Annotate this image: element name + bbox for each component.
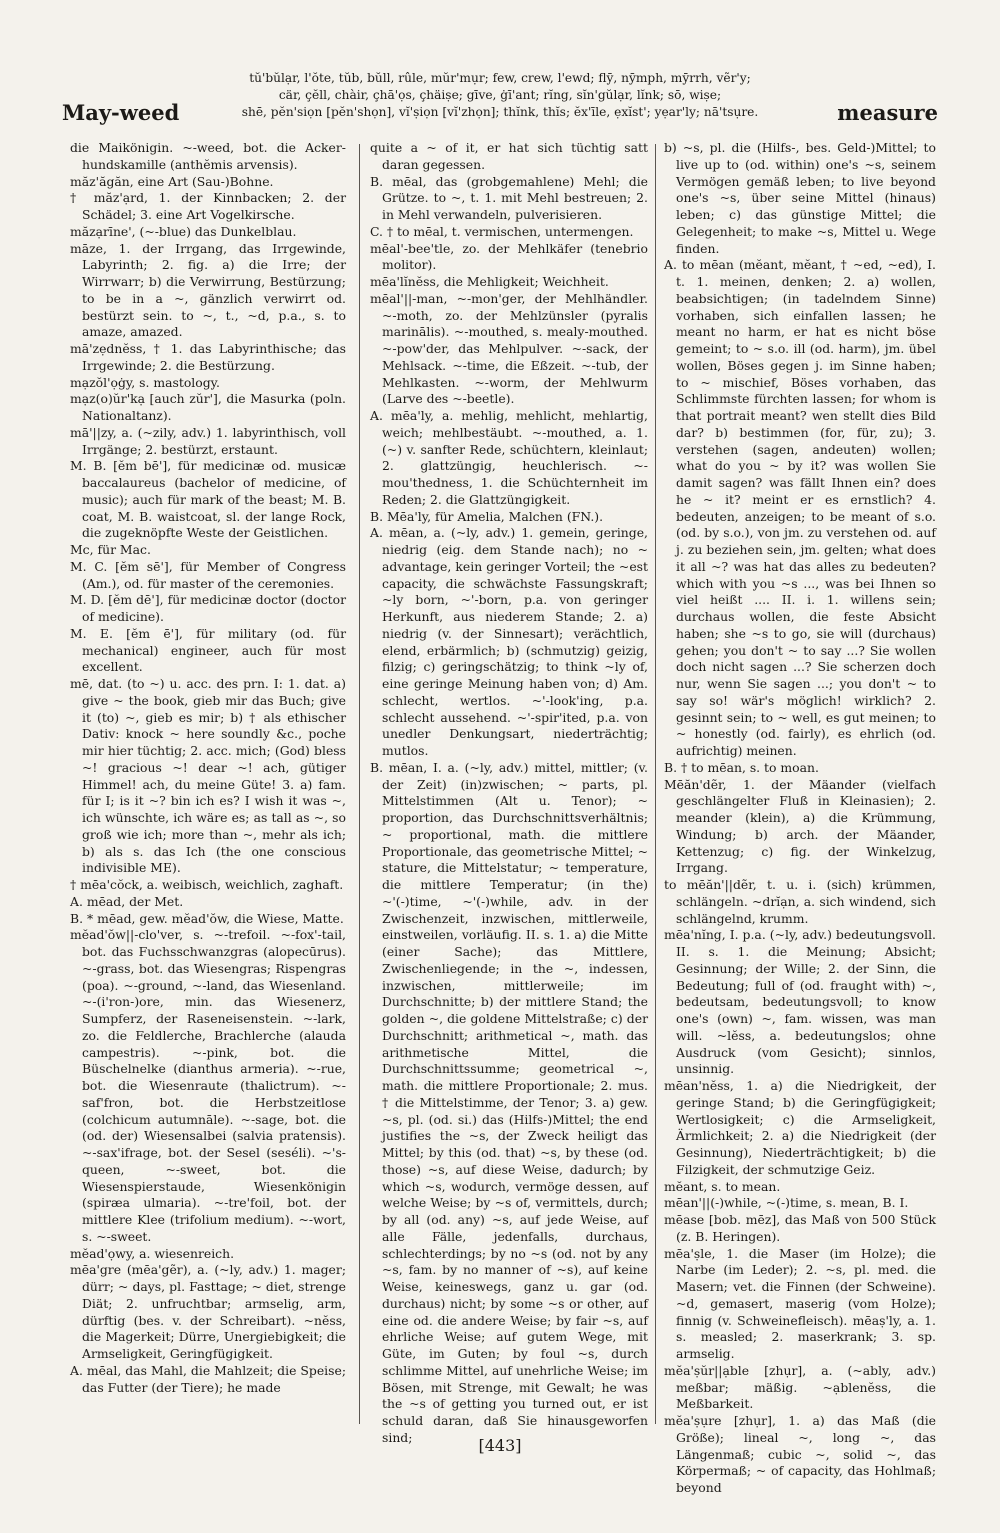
dictionary-entry: quite a ~ of it, er hat sich tüchtig satt daran gegessen. — [370, 140, 648, 172]
dictionary-entry: mĕad'ŏw||-clo'ver, s. ~-trefoil. ~-fox'-tail, bot. das Fuchsschwanzgras (alopecūrus). ~-grass, bot. das Wiesengras; Rispengras (poa). ~-ground, ~-land, das Wiesenland. ~-(i'ron-)ore, min. das Wiesenerz, Sumpferz, der Raseneisenstein. ~-lark, zo. die Feldlerche, Brachlerche (alauda campestris). ~-pink, bot. die Büschelnelke (dianthus armeria). ~-rue, bot. die Wiesenraute (thalictrum). ~-saf'fron, bot. die Herbstzeitlose (colchicum autumnāle). ~-sage, bot. die (od. der) Wiesensalbei (salvia pratensis). ~-sax'ifrage, bot. der Sesel (seséli). ~'s-queen, ~-sweet, bot. die Wiesenspierstaude, Wiesenkönigin (spiræa ulmaria). ~-tre'foil, bot. der mittlere Klee (trifolium medium). ~-wort, s. ~-sweet. — [70, 927, 346, 1244]
dictionary-entry: mĕa'ṣụre [zhụr], 1. a) das Maß (die Größe); lineal ~, long ~, das Längenmaß; cubic ~, solid ~, das Körpermaß; ~ of capacity, das Hohlmaß; beyond — [664, 1413, 936, 1495]
page-header — [60, 70, 940, 132]
dictionary-entry: Mēăn'dẽr, 1. der Mäander (vielfach geschlängelter Fluß in Kleinasien); 2. meander (klein), a) die Krümmung, Windung; b) arch. der Mäander, Kettenzug; c) fig. der Winkelzug, Irrgang. — [664, 776, 936, 876]
dictionary-entry: mēa'gre (mēa'gẽr), a. (~ly, adv.) 1. mager; dürr; ~ days, pl. Fasttage; ~ diet, strenge Diät; 2. unfruchtbar; armselig, arm, dürftig (bes. v. der Schreibart). ~nĕss, die Magerkeit; Dürre, Unergiebigkeit; die Armseligkeit, Geringfügigkeit. — [70, 1262, 346, 1361]
dictionary-entry: B. † to mēan, s. to moan. — [664, 759, 819, 775]
column-1 — [70, 140, 346, 1430]
dictionary-entry: mēase [bob. mēz], das Maß von 500 Stück (z. B. Heringen). — [664, 1212, 936, 1244]
dictionary-entry: B. mēal, das (grobgemahlene) Mehl; die Grütze. to ~, t. 1. mit Mehl bestreuen; 2. in Mehl verwandeln, pulverisieren. — [370, 173, 648, 222]
dictionary-entry: A. mēal, das Mahl, die Mahlzeit; die Speise; das Futter (der Tiere); he made — [70, 1362, 346, 1395]
dictionary-entry: mā'zẹdnĕss, † 1. das Labyrinthische; das Irrgewinde; 2. die Bestürzung. — [70, 341, 346, 373]
dictionary-entry: mēa'lĭnĕss, die Mehligkeit; Weichheit. — [370, 274, 609, 289]
guide-word-left: May-weed — [62, 100, 180, 125]
dictionary-entry: M. B. [ĕm bē'], für medicinæ od. musicæ baccalaureus (bachelor of medicine, of music); auch für mark of the beast; M. B. coat, M. B. waistcoat, sl. der lange Rock, die zugeknöpfte Weste der Geistlichen. — [70, 458, 346, 541]
dictionary-entry: † mēa'cŏck, a. weibisch, weichlich, zaghaft. — [70, 877, 344, 892]
dictionary-entry: mĕa'ṣŭr||ạble [zhụr], a. (~ably, adv.) meßbar; mäßig. ~ạblenĕss, die Meßbarkeit. — [664, 1362, 936, 1412]
pronunciation-line: shē, pĕn'siọn [pĕn'shọn], vĭ'ṣiọn [vĭ'zhọn]; thĭnk, thĭs; ĕx'īle, ẹxĭst'; yẹar'ly; nā'tsụre. — [241, 105, 759, 119]
dictionary-entry: mēan'nĕss, 1. a) die Niedrigkeit, der geringe Stand; b) die Geringfügigkeit; Wertlosigkeit; c) die Armseligkeit, Ärmlichkeit; 2. a) die Niedrigkeit (der Gesinnung), Niederträchtigkeit; b) die Filzigkeit, der schmutzige Geiz. — [664, 1078, 936, 1177]
dictionary-entry: to mēăn'||dẽr, t. u. i. (sich) krümmen, schlängeln. ~drĭạn, a. sich windend, sich schlängelnd, krumm. — [664, 877, 936, 926]
dictionary-entry: C. † to mēal, t. vermischen, untermengen. — [370, 223, 634, 239]
dictionary-entry: māze, 1. der Irrgang, das Irrgewinde, Labyrinth; 2. fig. a) die Irre; der Wirrwarr; b) die Verwirrung, Bestürzung; to be in a ~, gänzlich verwirrt od. bestürzt sein. to ~, t., ~d, p.a., s. to amaze, amazed. — [70, 240, 346, 340]
column-2 — [370, 140, 648, 1445]
dictionary-entry: b) ~s, pl. die (Hilfs-, bes. Geld-)Mittel; to live up to (od. within) one's ~s, seinem Vermögen gemäß leben; to live beyond one's ~s, über seine Mittel (hinaus) leben; c) das günstige Mittel; die Gelegenheit; to make ~s, Mittel u. Wege finden. — [664, 140, 936, 256]
dictionary-entry: M. C. [ĕm sē'], für Member of Congress (Am.), od. für master of the ceremonies. — [70, 558, 346, 591]
dictionary-entry: M. E. [ĕm ē'], für military (od. für mechanical) engineer, auch für most excellent. — [70, 625, 346, 675]
dictionary-entry: mĕant, s. to mean. — [664, 1178, 781, 1194]
dictionary-entry: mĕad'ọwy, a. wiesenreich. — [70, 1245, 235, 1261]
dictionary-entry: mạz(o)ŭr'kạ [auch zŭr'], die Masurka (poln. Nationaltanz). — [70, 391, 346, 423]
dictionary-entry: Mc, für Mac. — [70, 542, 151, 557]
dictionary-entry: mạzŏl'ọġy, s. mastology. — [70, 374, 220, 390]
dictionary-entry: mēal'||-man, ~-mon'ger, der Mehlhändler. ~-moth, zo. der Mehlzünsler (pyralis marinālis). ~-mouthed, s. mealy-mouthed. ~-pow'der, das Mehlpulver. ~-sack, der Mehlsack. ~-time, die Eßzeit. ~-tub, der Mehlkasten. ~-worm, der Mehlwurm (Larve des ~-beetle). — [370, 290, 648, 407]
dictionary-entry: B. mēan, I. a. (~ly, adv.) mittel, mittler; (v. der Zeit) (in)zwischen; ~ parts, pl. Mittelstimmen (Alt u. Tenor); ~ proportion, das Durchschnittsverhältnis; ~ proportional, math. die mittlere Proportionale, das geometrische Mittel; ~ stature, die Mittelstatur; ~ temperature, die mittlere Temperatur; (in the) ~'(-)time, ~'(-)while, adv. in der Zwischenzeit, inzwischen, mittlerweile, einstweilen, vorläufig. II. s. 1. a) die Mitte (einer Sache); das Mittlere, Zwischenliegende; in the ~, indessen, inzwischen, mittlerweile; im Durchschnitte; b) der mittlere Stand; the golden ~, die goldene Mittelstraße; c) der Durchschnitt; arithmetical ~, math. das arithmetische Mittel, die Durchschnittssumme; geometrical ~, math. die mittlere Proportionale; 2. mus. † die Mittelstimme, der Tenor; 3. a) gew. ~s, pl. (od. si.) das (Hilfs-)Mittel; the end justifies the ~s, der Zweck heiligt das Mittel; by this (od. that) ~s, by these (od. those) ~s, auf diese Weise, dadurch; by which ~s, wodurch, vermöge dessen, auf welche Weise; by ~s of, vermittels, durch; by all (od. any) ~s, auf jede Weise, auf alle Fälle, jedenfalls, durchaus, schlechterdings; by no ~s (od. not by any ~s, fam. by no manner of ~s), auf keine Weise, keineswegs, ganz u. gar (od. durchaus) nicht; by some ~s or other, auf eine od. die andere Weise; by fair ~s, auf ehrliche Weise; auf gutem Wege, mit Güte, im Guten; by foul ~s, durch schlimme Mittel, auf unehrliche Weise; im Bösen, mit Strenge, mit Gewalt; he was the ~s of getting you turned out, er ist schuld daran, daß Sie hinausgeworfen sind; — [370, 759, 648, 1445]
column-3 — [664, 140, 936, 1495]
dictionary-entry: A. to mēan (mĕant, mĕant, † ~ed, ~ed), I. t. 1. meinen, denken; 2. a) wollen, beabsichtigen; (in tadelndem Sinne) vorhaben, sich einfallen lassen; he meant no harm, er hat es nicht böse gemeint; to ~ s.o. ill (od. harm), jm. übel wollen, Böses gegen j. im Sinne haben; to ~ mischief, Böses vorhaben, das Schlimmste fürchten lassen; for whom is that portrait meant? wen stellt dies Bild dar? b) bestimmen (for, für, zu); 3. verstehen (sagen, andeuten) wollen; what do you ~ by it? was wollen Sie damit sagen? was fällt Ihnen ein? does he ~ it? meint er es ernstlich? 4. bedeuten, anzeigen; to be meant of s.o. (od. by s.o.), von jm. zu verstehen od. auf j. zu beziehen sein, jm. gelten; what does it all ~? was hat das alles zu bedeuten? which with you ~s ..., was bei Ihnen so viel heißt .... II. i. 1. willens sein; durchaus wollen, die feste Absicht haben; she ~s to go, sie will (durchaus) gehen; you don't ~ to say ...? Sie wollen doch nicht sagen ...? Sie scherzen doch nur, wenn Sie sagen ...; you don't ~ to say so! wär's möglich! wirklich? 2. gesinnt sein; to ~ well, es gut meinen; to ~ honestly (od. fairly), es ehrlich (od. aufrichtig) meinen. — [664, 257, 936, 758]
dictionary-entry: die Maikönigin. ~-weed, bot. die Acker-hundskamille (anthĕmis arvensis). — [70, 140, 346, 172]
pronunciation-line: tŭ'bŭlạr, l'ŏte, tŭb, bŭll, rûle, mŭr'mụr; few, crew, l'ewd; flȳ, nȳmph, mȳrrh, vẽr'y; — [249, 71, 751, 85]
page-number: [443] — [478, 1436, 522, 1455]
dictionary-entry: mēal'-bee'tle, zo. der Mehlkäfer (tenebrio molitor). — [370, 240, 648, 273]
dictionary-entry: A. mēa'ly, a. mehlig, mehlicht, mehlartig, weich; mehlbestäubt. ~-mouthed, a. 1. (~) v. sanfter Rede, schüchtern, kleinlaut; 2. glattzüngig, heuchlerisch. ~-mou'thedness, 1. die Schüchternheit im Reden; 2. die Glattzüngigkeit. — [370, 408, 648, 507]
dictionary-entry: mēa'ṣle, 1. die Maser (im Holze); die Narbe (im Leder); 2. ~s, pl. med. die Masern; vet. die Finnen (der Schweine). ~d, gemasert, maserig (vom Holze); finnig (v. Schweinefleisch). mēaṣ'ly, a. 1. s. measled; 2. maserkrank; 3. sp. armselig. — [664, 1245, 936, 1361]
dictionary-entry: B. * mēad, gew. mĕad'ŏw, die Wiese, Matte. — [70, 910, 344, 926]
dictionary-entry: M. D. [ĕm dē'], für medicinæ doctor (doctor of medicine). — [70, 592, 346, 624]
dictionary-entry: mēan'||(-)while, ~(-)time, s. mean, B. I. — [664, 1195, 909, 1211]
dictionary-entry: mēa'nĭng, I. p.a. (~ly, adv.) bedeutungsvoll. II. s. 1. die Meinung; Absicht; Gesinnung; der Wille; 2. der Sinn, die Bedeutung; full of (od. fraught with) ~, bedeutsam, bedeutungsvoll; to know one's (own) ~, fam. wissen, was man will. ~lĕss, a. bedeutungslos; ohne Ausdruck (vom Gesicht); sinnlos, unsinnig. — [664, 927, 936, 1077]
dictionary-entry: † măz'ạrd, 1. der Kinnbacken; 2. der Schädel; 3. eine Art Vogelkirsche. — [70, 190, 346, 222]
dictionary-entry: A. mēad, der Met. — [70, 893, 184, 909]
column-divider — [655, 144, 656, 1424]
dictionary-entry: A. mēan, a. (~ly, adv.) 1. gemein, geringe, niedrig (eig. dem Stande nach); no ~ advantage, kein geringer Vorteil; the ~est capacity, die schwächste Fassungskraft; ~ly born, ~'-born, p.a. von geringer Herkunft, aus niederem Stande; 2. a) niedrig (v. der Sinnesart); verächtlich, elend, erbärmlich; b) (schmutzig) geizig, filzig; c) geringschätzig; to think ~ly of, eine geringe Meinung haben von; d) Am. schlecht, wertlos. ~'-look'ing, p.a. schlecht aussehend. ~'-spir'ited, p.a. von unedler Denkungsart, niederträchtig; mutlos. — [370, 525, 648, 758]
dictionary-entry: măzạrīne', (~-blue) das Dunkelblau. — [70, 223, 297, 239]
guide-word-right: measure — [837, 100, 938, 125]
column-divider — [359, 144, 360, 1424]
dictionary-entry: mā'||zy, a. (~zily, adv.) 1. labyrinthisch, voll Irrgänge; 2. bestürzt, erstaunt. — [70, 424, 346, 457]
pronunciation-line: cär, çĕll, chàir, çhā'ọs, çhäiṣe; gīve, ġī'ant; rĭng, sĭn'gŭlạr, lĭnk; sō, wiṣe; — [278, 88, 722, 102]
dictionary-entry: mē, dat. (to ~) u. acc. des prn. I: 1. dat. a) give ~ the book, gieb mir das Buch; give it (to) ~, gieb es mir; b) † als ethischer Dativ: knock ~ here soundly &c., poche mir hier tüchtig; 2. acc. mich; (God) bless ~! gracious ~! dear ~! ach, gütiger Himmel! ach, du meine Güte! 3. a) fam. für I; is it ~? bin ich es? I wish it was ~, ich wünschte, ich wäre es; as tall as ~, so groß wie ich; more than ~, mehr als ich; b) als s. das Ich (the one conscious indivisible ME). — [70, 676, 346, 876]
dictionary-entry: B. Mēa'ly, für Amelia, Malchen (FN.). — [370, 508, 604, 524]
pronunciation-key — [220, 70, 780, 121]
dictionary-entry: măz'ăgăn, eine Art (Sau-)Bohne. — [70, 173, 274, 189]
